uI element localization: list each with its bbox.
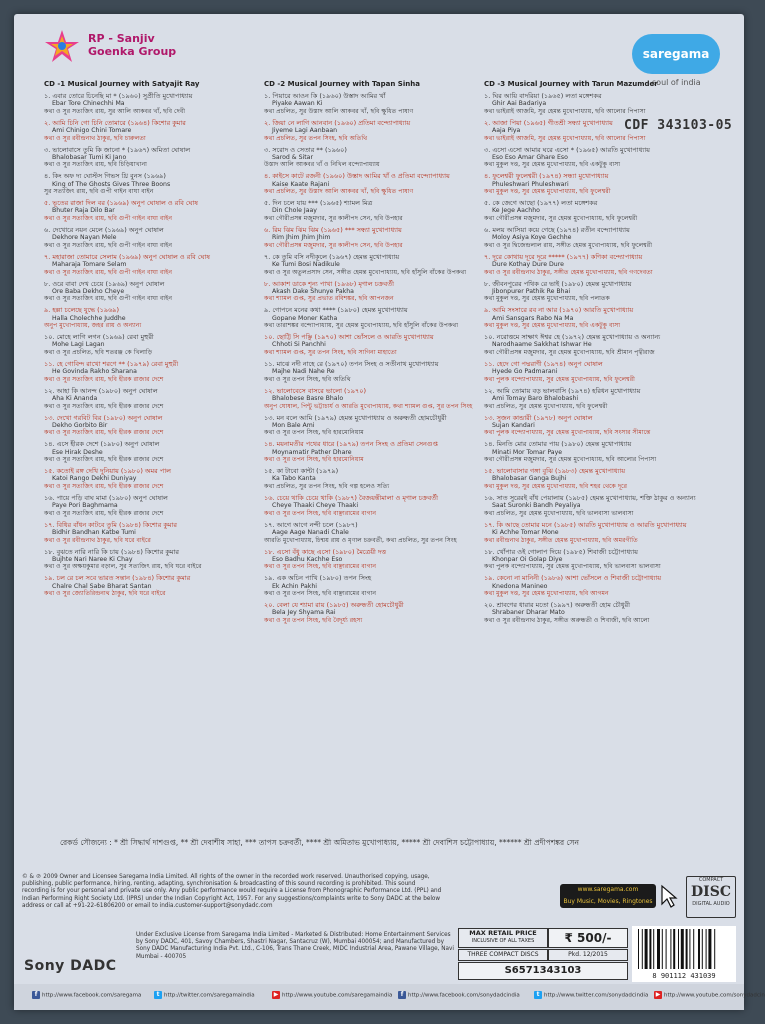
track-title-bengali: ১৯. এক অচিন পাখি (১৯৮০) তপন সিংহ <box>264 574 372 583</box>
social-link[interactable] <box>154 991 255 999</box>
track-title-roman: Dure Kothay Dure Dure <box>492 260 564 268</box>
track-title-bengali: ২. আমি চিনি গো চিনি তোমারে (১৯৬৪) কিশোর কুমার <box>44 118 186 127</box>
track-item <box>484 306 704 330</box>
track-item <box>44 574 249 598</box>
price-box <box>458 928 628 980</box>
track-title-bengali: ১১. হেদে গো পদ্মরাণী (১৯৭৪) অনুপ ঘোষাল <box>484 359 603 368</box>
track-item <box>264 280 479 304</box>
track-title-roman: Eso Eso Amar Ghare Eso <box>492 153 568 161</box>
track-item <box>484 387 704 411</box>
sony-dadc-logo: Sony DADC <box>24 958 117 974</box>
track-item <box>264 333 479 357</box>
track-credits: কথা ও সুর সত্যজিৎ রায়, ছবি গুপী গাইন বাঘা বাইন <box>44 214 173 222</box>
track-title-bengali: ৩. ভালোবাসে তুমি কি জানো * (১৯৬৭) অমিতা ঘোষাল <box>44 145 191 154</box>
track-title-roman: Moynamatir Pather Dhare <box>272 448 352 456</box>
track-title-roman: Eso Badhu Kachhe Eso <box>272 555 343 563</box>
track-item <box>264 172 479 196</box>
track-item <box>484 548 704 572</box>
social-link-url: http://twitter.com/saregamaindia <box>164 992 255 999</box>
track-credits: অনুপ ঘোষাল, পিন্টু ভট্টাচার্য ও আরতি মুখোপাধ্যায়, কথা শ্যামল গুপ্ত, সুর তপন সিংহ <box>264 402 473 410</box>
cd2-track-list <box>264 92 479 625</box>
track-title-roman: Ebar Tore Chinechhi Ma <box>52 100 125 108</box>
track-title-bengali: ২০. শ্রাবণের ধারার মতো (১৯৯৭) অরুন্ধতী হোম চৌধুরী <box>484 601 630 610</box>
track-title-bengali: ৯. হল্লা চলেছে যুদ্ধে (১৯৬৯) <box>44 306 120 315</box>
track-item <box>264 199 479 223</box>
track-title-roman: Aaja Piya <box>492 127 521 134</box>
track-title-roman: Rim Jhim Jhim Jhim <box>272 234 331 242</box>
track-credits: কথা ও সুর সত্যজিৎ রায়, ছবি হীরক রাজার দেশে <box>44 509 164 517</box>
track-title-roman: Knedona Manineo <box>492 582 548 590</box>
cd3-title: CD -3 Musical Journey with Tarun Mazumder <box>484 80 658 88</box>
barcode <box>632 926 736 982</box>
track-item <box>44 333 249 357</box>
track-item <box>264 387 479 411</box>
track-title-roman: Ki Achhe Tomar Mone <box>492 528 559 536</box>
track-credits: কথা প্রচলিত, সুর হেমন্ত মুখোপাধ্যায়, ছবি ভালবাসা ভালবাসা <box>484 509 634 517</box>
track-item <box>264 574 479 598</box>
mrp-label <box>458 928 548 948</box>
track-title-bengali: ১৪. ময়নামতীর পথের ধারে (১৯৭৯) তপন সিংহ ও প্রতিমা সেনগুপ্ত <box>264 440 439 449</box>
track-title-roman: Bhuter Raja Dilo Bar <box>52 207 115 215</box>
track-item <box>44 253 249 277</box>
cd1-title: CD -1 Musical Journey with Satyajit Ray <box>44 80 200 88</box>
social-links-bar <box>14 984 765 1010</box>
track-title-roman: Katoi Rango Dekhi Duniyay <box>52 475 137 483</box>
track-item <box>484 253 704 277</box>
track-item <box>44 414 249 438</box>
barcode-number: 8 901112 431039 <box>652 972 716 980</box>
track-title-roman: Mohe Lagi Lagan <box>52 341 105 349</box>
track-title-bengali: ১৭. কি আছে তোমার মনে (১৯৮৫) আরতি মুখোপাধ্যায় ও আরতি মুখোপাধ্যায় <box>484 520 687 529</box>
track-credits: কথা ও সুর সত্যজিৎ রায়, ছবি হীরক রাজার দেশে <box>44 402 164 410</box>
star-logo-icon <box>42 28 82 64</box>
track-item <box>44 521 249 545</box>
track-credits: কথা ও সুর তপন সিংহ, ছবি অতিথি <box>264 375 351 383</box>
mrp-label-main: MAX RETAIL PRICE <box>469 929 537 937</box>
track-item <box>44 146 249 170</box>
track-item <box>264 440 479 464</box>
track-item <box>484 440 704 464</box>
track-credits: কথা গৌরীপ্রসন্ন মজুমদার, সুর হেমন্ত মুখোপাধ্যায়, ছবি আলোর পিপাসা <box>484 456 657 464</box>
track-credits: কথা গৌরীপ্রসন্ন মজুমদার, সুর হেমন্ত মুখোপাধ্যায়, ছবি ফুলেশ্বরী <box>484 214 638 222</box>
track-title-bengali: ১৫. কতোই রঙ্গ দেখি দুনিয়ায় (১৯৮০) অমর পাল <box>44 467 171 476</box>
track-item <box>44 548 249 572</box>
track-item <box>264 601 479 625</box>
youtube-icon: ▶ <box>273 991 279 998</box>
track-title-bengali: ৭. মহারাজা তোমারে সেলাম (১৯৬৯) অনুপ ঘোষাল ও রবি ঘোষ <box>44 252 210 261</box>
track-title-roman: Hyede Go Padmarani <box>492 368 558 376</box>
track-item <box>484 574 704 598</box>
track-title-bengali: ২০. বেলা যে শ্যামা রায় (১৯৮৫) অরুন্ধতী হোমচৌধুরী <box>264 601 404 610</box>
track-credits: কথা প্রচলিত, সুর উস্তাদ আলি আকবর খাঁ, ছবি ক্ষুধিত পাষাণ <box>264 107 414 115</box>
track-title-roman: Minati Mor Tomar Paye <box>492 448 563 456</box>
track-title-bengali: ১৮. খোঁপার ওই গোলাপ দিয়ে (১৯৮৫) শিবাজী চট্টোপাধ্যায় <box>484 547 638 556</box>
track-credits: কথা গৌরীপ্রসন্ন মজুমদার, সুর কালীপদ সেন, ছবি উপহার <box>264 241 403 249</box>
track-title-bengali: ৫. কে জেগে আছো (১৯৭৭) লতা মঙ্গেশকর <box>484 199 598 208</box>
saregama-website-badge <box>560 884 656 908</box>
track-credits: কথা ও সুর সত্যজিৎ রায়, ছবি গুপী গাইন বাঘা বাইন <box>44 241 173 249</box>
track-item <box>484 414 704 438</box>
social-link-url: http://www.youtube.com/sonydadcin <box>664 992 765 999</box>
track-title-bengali: ৫. দিন চলে যায় *** (১৯৬৫) শ্যামল মিত্র <box>264 199 373 208</box>
track-title-bengali: ৬. রিম ঝিম ঝিম ঝিম (১৯৬৫) *** সন্ধ্যা মুখোপাধ্যায় <box>264 225 402 234</box>
track-credits: কথা ও সুর তপন সিংহ, ছবি হারমোনিয়াম <box>264 429 364 437</box>
track-credits: কথা ও সুর তপন সিংহ, ছবি বৈদূর্য্য রহস্য <box>264 616 363 624</box>
track-credits: কথা ও সুর সত্যজিৎ রায়, ছবি হীরক রাজার দেশে <box>44 375 164 383</box>
rp-logo <box>42 28 192 68</box>
track-credits: কথা ও সুর রবীন্দ্রনাথ ঠাকুর, সঙ্গীত হেমন্ত মুখোপাধ্যায়, ছবি গণদেবতা <box>484 268 653 276</box>
social-link[interactable] <box>534 991 648 999</box>
track-title-bengali: ৪. কিং অফ দ্য ঘোস্টস গিভস থ্রি বুনস (১৯৬৯) <box>44 172 166 181</box>
saregama-tagline: soul of india <box>652 78 701 87</box>
track-item <box>264 146 479 170</box>
track-title-bengali: ৫. ভূতের রাজা দিল বর (১৯৬৯) অনুপ ঘোষাল ও রবি ঘোষ <box>44 199 199 208</box>
track-item <box>484 92 704 116</box>
track-title-roman: Bujhte Nari Naree Ki Chay <box>52 555 133 563</box>
track-title-roman: Ke Tumi Bosi Nadikule <box>272 260 340 268</box>
track-title-bengali: ৩. সরোদ ও সেতার ** (১৯৬০) <box>264 145 347 154</box>
track-title-bengali: ১. ঘির আয়ি বাদরিয়া (১৯৬৫) লতা মঙ্গেশকর <box>484 92 602 100</box>
track-title-roman: Saat Suronki Bandh Peyaliya <box>492 502 581 510</box>
track-item <box>44 306 249 330</box>
track-title-bengali: ১৮. বুঝতে নারি নারি কি চায় (১৯৮৪) কিশোর কুমার <box>44 547 179 556</box>
track-credits: সুর সত্যজিৎ রায়, ছবি গুপী গাইন বাঘা বাইন <box>44 188 154 196</box>
track-credits: কথা ও সুর সত্যজিৎ রায়, ছবি হীরক রাজার দেশে <box>44 429 164 437</box>
track-title-roman: Aha Ki Ananda <box>52 394 98 402</box>
track-title-bengali: ১৩. সুজন কান্ডারী (১৯৭৮) অনুপ ঘোষাল <box>484 413 593 422</box>
track-title-roman: Moloy Asiya Koye Gechhe <box>492 234 572 242</box>
track-item <box>484 601 704 625</box>
track-item <box>44 387 249 411</box>
social-link[interactable] <box>654 991 765 999</box>
track-title-bengali: ১৯. চল রে চল সবে ভারত সন্তান (১৯৮৪) কিশোর কুমার <box>44 574 191 583</box>
legal-text: © & ℗ 2009 Owner and Licensee Saregama India Limited. All rights of the owner in the recorded work reserved. Unauthorised copying, usage, publishing, public performance, hiring, renting, adapting, synchronisation & broadcasting of this sound recording is prohibited. This sound recording is for your personal and private use only. Any public performance would require a License from Phonographic Performance Ltd. (PPL) and Indian Performing Right Society Ltd. (IPRS) under the Indian Copyright Act, 1957. For any suggestions/complaints write to Sony DADC at the below address or call at +91-22-61806200 or email to india.customer-support@sonydadc.com <box>22 874 442 909</box>
track-title-roman: Chalre Chal Sabe Bharat Santan <box>52 582 152 590</box>
track-credits: কথা ও সুর প্রচলিত, ছবি শতরঞ্জ কে খিলাড়ি <box>44 348 153 356</box>
track-item <box>484 360 704 384</box>
track-item <box>44 199 249 223</box>
track-title-roman: Majhe Nadi Nahe Re <box>272 368 335 376</box>
track-title-roman: King of The Ghosts Gives Three Boons <box>52 180 171 188</box>
track-credits: কথা রবীন্দ্রনাথ ঠাকুর, সঙ্গীত হেমন্ত মুখোপাধ্যায়, ছবি অমরগীতি <box>484 536 638 544</box>
social-link-url: http://www.youtube.com/saregamaindia <box>282 992 393 999</box>
track-item <box>264 92 479 116</box>
cd2-column <box>264 80 479 628</box>
track-title-bengali: ১২. ভালোবেসে বাসরে ভালো (১৯৭০) <box>264 386 366 395</box>
track-credits: কথা ও সুর রবীন্দ্রনাথ ঠাকুর, ছবি চারুলতা <box>44 134 146 142</box>
track-item <box>264 253 479 277</box>
track-item <box>44 280 249 304</box>
twitter-icon: t <box>534 991 542 999</box>
track-title-roman: Mon Bale Ami <box>272 421 315 429</box>
track-title-roman: Jiyeme Lagi Aanbaan <box>272 127 338 134</box>
track-credits: কথা ভাইরাই আজমি, সুর হেমন্ত মুখোপাধ্যায়, ছবি আলোর পিপাসা <box>484 134 646 142</box>
track-title-bengali: ৮. জীবনপুরের পথিক রে ভাই (১৯৮০) হেমন্ত মুখোপাধ্যায় <box>484 279 632 288</box>
track-title-roman: Piyake Aawan Ki <box>272 100 323 108</box>
disc-count: THREE COMPACT DISCS <box>458 949 548 961</box>
track-item <box>484 119 704 143</box>
website-sub: Buy Music, Movies, Ringtones <box>563 898 653 905</box>
track-item <box>484 494 704 518</box>
track-title-bengali: ৬. মলয় আসিয়া কয়ে গেছে (১৯৭৪) রতীন বন্দ্যোপাধ্যায় <box>484 225 630 234</box>
track-credits: অনুপ মুখোপাধ্যায়, জহর রায় ও অন্যান্য <box>44 322 142 330</box>
track-title-roman: Dekho Gorbito Bir <box>52 421 108 429</box>
track-title-bengali: ১০. ছোট্টি সি পঞ্ছি (১৯৭০) আশা ভোঁসলে ও আরতি মুখোপাধ্যায় <box>264 333 434 342</box>
track-item <box>264 360 479 384</box>
track-credits: কথা ও সুর অতুলপ্রসাদ সেন, সঙ্গীত হেমন্ত মুখোপাধ্যায়, ছবি হাঁসুলি বাঁকের উপকথা <box>264 268 467 276</box>
track-item <box>264 414 479 438</box>
track-item <box>484 467 704 491</box>
youtube-icon: ▶ <box>655 991 661 998</box>
track-credits: কথা প্রচলিত, সুর তপন সিংহ, ছবি গল্প হলেও সত্যি <box>264 482 390 490</box>
track-item <box>484 333 704 357</box>
track-item <box>264 306 479 330</box>
saregama-badge: saregama <box>632 34 720 74</box>
track-credits: কথা ও সুর দ্বিজেন্দ্রলাল রায়, সঙ্গীত হেমন্ত মুখোপাধ্যায়, ছবি ফুলেশ্বরী <box>484 241 652 249</box>
track-credits: কথা পুলক বন্দ্যোপাধ্যায়, সুর হেমন্ত মুখোপাধ্যায়, ছবি সংসার সীমান্তে <box>484 429 651 437</box>
track-title-bengali: ৪. ফুলেশ্বরী ফুলেশ্বরী (১৯৭৪) সন্ধ্যা মুখোপাধ্যায় <box>484 172 609 181</box>
track-item <box>484 226 704 250</box>
cd3-track-list <box>484 92 704 625</box>
social-link-url: http://www.facebook.com/saregama <box>42 992 142 999</box>
track-title-bengali: ১. এবার তোরে চিনেছি মা * (১৯৬০) সুপ্রীতি মুখোপাধ্যায় <box>44 92 193 100</box>
track-title-roman: Din Chole Jaay <box>272 207 317 215</box>
track-item <box>44 226 249 250</box>
track-credits: কথা ও সুর সত্যজিৎ রায়, ছবি চিড়িয়াখানা <box>44 161 147 169</box>
track-credits: কথা গৌরীপ্রসন্ন মজুমদার, সুর কালীপদ সেন, ছবি উপহার <box>264 214 403 222</box>
track-title-roman: Bela Jey Shyama Rai <box>272 609 336 617</box>
track-credits: কথা ভাইরাই আজমি, সুর হেমন্ত মুখোপাধ্যায়, ছবি আলোর পিপাসা <box>484 107 646 115</box>
track-title-roman: Bhalobese Basre Bhalo <box>272 394 344 402</box>
track-item <box>44 467 249 491</box>
social-link[interactable] <box>32 991 141 999</box>
manufacturer-text: Under Exclusive License from Saregama India Limited - Marketed & Distributed: Home Entertainment Services by Sony DADC, 401, Savoy Chambers, Shastri Nagar, Santacruz (W), Mumbai 400054; and Manufactured by Sony DADC Manufacturing India Pvt. Ltd., C-106, Trans Thane Creek, MIDC Industrial Area, Pawane Village, Navi Mumbai - 400705 <box>136 932 454 960</box>
track-credits: কথা প্রচলিত, সুর হেমন্ত মুখোপাধ্যায়, ছবি ফুলেশ্বরী <box>484 402 608 410</box>
mrp-value: ₹ 500/- <box>548 928 628 948</box>
track-title-roman: Bhalobasar Tumi Ki Jano <box>52 153 127 161</box>
track-credits: কথা ও সুর সত্যজিৎ রায়, ছবি হীরক রাজার দেশে <box>44 456 164 464</box>
track-credits: কথা মুকুল দত্ত, সুর হেমন্ত মুখোপাধ্যায়, ছবি শহর থেকে দূরে <box>484 482 627 490</box>
track-credits: কথা প্রচলিত, সুর উস্তাদ আলি আকবর খাঁ, ছবি ক্ষুধিত পাষাণ <box>264 188 414 196</box>
product-code: S6571343103 <box>458 962 628 980</box>
track-title-roman: Maharaja Tomare Selam <box>52 260 127 268</box>
track-title-bengali: ১৪. এসে হীরক দেশে (১৯৮০) অনুপ ঘোষাল <box>44 440 160 449</box>
social-link[interactable] <box>398 991 520 999</box>
cd-logo-top: COMPACT <box>698 877 724 883</box>
track-credits: কথা মুকুল দত্ত, সুর হেমন্ত মুখোপাধ্যায়, ছবি আগমন <box>484 590 609 598</box>
track-credits: কথা মুকুল দত্ত, সুর হেমন্ত মুখোপাধ্যায়, ছবি ফুলেশ্বরী <box>484 188 611 196</box>
track-credits: কথা মুকুল দত্ত, সুর হেমন্ত মুখোপাধ্যায়, ছবি পলাতক <box>484 295 610 303</box>
track-item <box>264 548 479 572</box>
track-credits: কথা ও সুর সত্যজিৎ রায়, ছবি গুপী গাইন বাঘা বাইন <box>44 268 173 276</box>
track-title-bengali: ৬. দেখোরে নয়ন মেলে (১৯৬৯) অনুপ ঘোষাল <box>44 225 164 234</box>
track-title-bengali: ২. জিয়া নে লাগি আনবান (১৯৬০) প্রতিমা বন্দ্যোপাধ্যায় <box>264 118 411 127</box>
track-credits: কথা পুলক বন্দ্যোপাধ্যায়, সুর হেমন্ত মুখোপাধ্যায়, ছবি ভালবাসা ভালবাসা <box>484 563 661 571</box>
track-title-bengali: ১৩. দেখো গরবিট বির (১৯৮০) অনুপ ঘোষাল <box>44 413 163 422</box>
track-credits: কথা ও সুর তপন সিংহ, ছবি বাঞ্ছারামের বাগান <box>264 563 377 571</box>
track-title-roman: Aage Aage Nanadi Chale <box>272 528 349 536</box>
compact-disc-logo <box>686 876 736 918</box>
track-title-bengali: ৮. ওরে বাবা দেখ চেয়ে (১৯৬৯) অনুপ ঘোষাল <box>44 279 165 288</box>
track-item <box>44 494 249 518</box>
track-item <box>484 280 704 304</box>
track-title-bengali: ১৫. কা টাবো কান্টা (১৯৭৯) <box>264 467 339 476</box>
track-credits: কথা মুকুল দত্ত, সুর হেমন্ত মুখোপাধ্যায়, ছবি একটুকু বাসা <box>484 322 621 330</box>
track-title-roman: Sujan Kandari <box>492 421 535 429</box>
track-title-bengali: ১১. হে গোবিন্দ রাখো শরণে ** (১৯৭৯) রেবা মুহুরী <box>44 359 179 368</box>
cd-back-cover <box>14 14 765 1010</box>
track-credits: কথা ও সুর রবীন্দ্রনাথ ঠাকুর, সঙ্গীত অরুন্ধতী ও শিবাজী, ছবি আলো <box>484 616 650 624</box>
track-title-bengali: ৩. এসো এসো আমার ঘরে এসো * (১৯৬৫) আরতি মুখোপাধ্যায় <box>484 145 650 154</box>
packed-date: Pkd. 12/2015 <box>548 949 628 961</box>
track-title-bengali: ১০. নরোত্তমে সাক্ষাৎ ঈশ্বর হে (১৯৭২) হেমন্ত মুখোপাধ্যায় ও অন্যান্য <box>484 333 661 342</box>
track-title-bengali: ১. পিয়ারে আওন কি (১৯৬০) উস্তাদ আমির খাঁ <box>264 92 386 100</box>
track-item <box>484 172 704 196</box>
track-credits: কথা ও সুর তপন সিংহ, ছবি হারমোনিয়াম <box>264 456 364 464</box>
track-title-roman: Phuleshwari Phuleshwari <box>492 180 569 188</box>
track-item <box>484 146 704 170</box>
social-link-url: http://www.twitter.com/sonydadcindia <box>544 992 649 999</box>
track-title-roman: Khonpar Oi Golap Diye <box>492 555 563 563</box>
track-title-roman: Bidhir Bandhan Katbe Tumi <box>52 528 136 536</box>
track-title-bengali: ৮. আকাশ ডাকে শূন্য পাখা (১৯৬৮) মৃণাল চক্রবর্তী <box>264 279 395 288</box>
track-title-roman: Ami Chinigo Chini Tomare <box>52 127 132 134</box>
track-item <box>264 494 479 518</box>
track-title-bengali: ১০. মোহে লাগি লগন (১৯৬৯) রেবা মুহুরী <box>44 333 154 342</box>
track-title-roman: Ami Tomay Baro Bhalobashi <box>492 394 579 402</box>
track-title-roman: Ka Tabo Kanta <box>272 475 316 483</box>
track-title-bengali: ১৬. চেয়ে থাকি চেয়ে থাকি (১৯৮৭) বৈজয়ন্তীমালা ও মৃণাল চক্রবর্তী <box>264 493 439 502</box>
track-credits: আরতি মুখোপাধ্যায়, চিন্ময় রায় ও মৃণাল চক্রবর্তী, কথা প্রচলিত, সুর তপন সিংহ <box>264 536 457 544</box>
track-title-bengali: ১৩. মন বলে আমি (১৯৭৯) হেমন্ত মুখোপাধ্যায় ও অরুন্ধতী হোমচৌধুরী <box>264 413 447 422</box>
track-item <box>264 467 479 491</box>
cd1-column <box>44 80 249 601</box>
track-title-bengali: ১৪. মিনতি মোর তোমার পায় (১৯৮০) হেমন্ত মুখোপাধ্যায় <box>484 440 632 449</box>
track-credits: কথা ও সুর সত্যজিৎ রায়, ছবি হীরক রাজার দেশে <box>44 482 164 490</box>
track-title-roman: Halla Cholechhe Juddhe <box>52 314 126 322</box>
track-title-bengali: ১৫. ভালোবাসার গঙ্গা বুঝি (১৯৮৩) হেমন্ত মুখোপাধ্যায় <box>484 467 626 476</box>
track-credits: কথা ও সুর সত্যজিৎ রায়, সুর আলি আকবর খাঁ, ছবি দেবী <box>44 107 186 115</box>
mrp-label-sub: INCLUSIVE OF ALL TAXES <box>471 938 535 944</box>
track-item <box>44 92 249 116</box>
track-title-roman: Paye Pori Baghmama <box>52 502 118 510</box>
track-credits: কথা ও সুর অক্ষয়কুমার বড়াল, সুর সত্যজিৎ রায়, ছবি ঘরে বাইরে <box>44 563 202 571</box>
cd-logo-bottom: DIGITAL AUDIO <box>692 901 730 907</box>
facebook-icon: f <box>398 991 406 999</box>
track-credits: কথা ও সুর তপন সিংহ, ছবি বাঞ্ছারামের বাগান <box>264 509 377 517</box>
track-credits: কথা প্রচলিত, সুর তপন সিংহ, ছবি অতিথি <box>264 134 368 142</box>
track-title-roman: Ek Achin Pakhi <box>272 582 317 590</box>
track-title-roman: He Govinda Rakho Sharana <box>52 368 137 376</box>
social-link-url: http://www.facebook.com/sonydadcindia <box>408 992 520 999</box>
social-link[interactable] <box>272 991 392 999</box>
track-title-roman: Gopane Moner Katha <box>272 314 338 322</box>
twitter-icon: t <box>154 991 162 999</box>
track-credits: কথা ও সুর সত্যজিৎ রায়, ছবি গুপী গাইন বাঘা বাইন <box>44 295 173 303</box>
track-credits: কথা শ্যামল গুপ্ত, সুর তপন সিংহ, ছবি সাগিনা মাহাতো <box>264 348 397 356</box>
cd1-track-list <box>44 92 249 598</box>
track-title-bengali: ১২. আমি তোমায় বড় ভালবাসি (১৯৭৪) হরিধন মুখোপাধ্যায় <box>484 386 641 395</box>
cd-logo-big: DISC <box>691 884 731 900</box>
cd2-title: CD -2 Musical Journey with Tapan Sinha <box>264 80 420 88</box>
track-credits: উস্তাদ আলি আকবর খাঁ ও নিখিল বন্দ্যোপাধ্যায় <box>264 161 380 169</box>
track-title-bengali: ১৬. সাত সুরেরই বাঁধ পেয়ালায় (১৯৮৫) হেমন্ত মুখোপাধ্যায়, শক্তি ঠাকুর ও অন্যান্য <box>484 493 696 502</box>
track-title-roman: Dekhore Nayan Mele <box>52 234 117 242</box>
track-credits: কথা গৌরীপ্রসন্ন মজুমদার, সুর হেমন্ত মুখোপাধ্যায়, ছবি শ্রীমান পৃথ্বীরাজ <box>484 348 655 356</box>
track-title-roman: Ke Jege Aachho <box>492 207 540 215</box>
track-title-roman: Cheye Thaaki Cheye Thaaki <box>272 502 359 510</box>
track-title-roman: Jibonpurer Pathik Re Bhai <box>492 287 571 295</box>
track-title-roman: Kaise Kaate Rajani <box>272 180 330 188</box>
track-title-bengali: ৯. গোপনে মনের কথা **** (১৯৮০) হেমন্ত মুখোপাধ্যায় <box>264 306 408 315</box>
track-item <box>264 226 479 250</box>
track-item <box>484 521 704 545</box>
track-item <box>264 521 479 545</box>
track-title-roman: Ami Sansgars Rabo Na Ma <box>492 314 574 322</box>
track-credits: কথা ও সুর তপন সিংহ, ছবি বাঞ্ছারামের বাগান <box>264 590 377 598</box>
track-title-roman: Ore Baba Dekho Cheye <box>52 287 125 295</box>
track-title-bengali: ২. আজা পিয়া (১৯৬৫) গীতশ্রী সন্ধ্যা মুখোপাধ্যায় <box>484 118 613 127</box>
track-title-roman: Shrabaner Dharar Mato <box>492 609 565 617</box>
track-item <box>484 199 704 223</box>
website-url: www.saregama.com <box>577 886 639 893</box>
track-title-bengali: ১৭. বিধির বাঁধন কাটবে তুমি (১৯৮৪) কিশোর কুমার <box>44 520 177 529</box>
cursor-icon <box>660 884 678 908</box>
track-title-roman: Narodhaame Sakkhat Ishwar He <box>492 341 592 349</box>
track-title-bengali: ১২. আহা কি আনন্দ (১৯৮০) অনুপ ঘোষাল <box>44 386 158 395</box>
track-title-bengali: ১৭. আগে আগে নন্দী চলে (১৯৮৭) <box>264 520 358 529</box>
track-title-bengali: ১৮. এসো বঁধু কাছে এসো (১৯৮০) মৈত্রেয়ী দত্ত <box>264 547 387 556</box>
facebook-icon: f <box>32 991 40 999</box>
track-item <box>44 440 249 464</box>
track-title-bengali: ৯. আমি সংসারে রব না আর (১৯৭০) আরতি মুখোপাধ্যায় <box>484 306 634 315</box>
track-title-bengali: ১৯. কেনো না মানিনী (১৯৮৬) আশা ভোঁসলে ও শিবাজী চট্টোপাধ্যায় <box>484 574 662 583</box>
barcode-bars-icon <box>636 929 732 971</box>
track-title-roman: Akash Dake Shunye Pakha <box>272 287 354 295</box>
track-title-roman: Ese Hirak Deshe <box>52 448 103 456</box>
track-credits: কথা ও সুর রবীন্দ্রনাথ ঠাকুর, ছবি ঘরে বাইরে <box>44 536 151 544</box>
track-title-bengali: ৪. কাইসে কাটে রজনী (১৯৬০) উস্তাদ আমির খাঁ ও প্রতিমা বন্দ্যোপাধ্যায় <box>264 172 450 181</box>
track-credits: কথা ও সুর জ্যোতিরিন্দ্রনাথ ঠাকুর, ছবি ঘরে বাইরে <box>44 590 166 598</box>
track-title-bengali: ৭. দূরে কোথায় দূরে দূরে ***** (১৯৭৭) কণিকা বন্দ্যোপাধ্যায় <box>484 252 643 261</box>
track-title-roman: Bhalobasar Ganga Bujhi <box>492 475 567 483</box>
track-title-roman: Sarod & Sitar <box>272 153 314 161</box>
track-credits: কথা তারাশঙ্কর বন্দ্যোপাধ্যায়, সুর হেমন্ত মুখোপাধ্যায়, ছবি হাঁসুলি বাঁকের উপকথা <box>264 322 459 330</box>
track-title-roman: Ghir Aai Badariya <box>492 100 547 108</box>
catalog-code: CDF 343103-05 <box>624 118 733 133</box>
track-credits: কথা মুকুল দত্ত, সুর হেমন্ত মুখোপাধ্যায়, ছবি একটুকু বাসা <box>484 161 621 169</box>
cd3-column <box>484 80 704 628</box>
track-item <box>44 172 249 196</box>
track-item <box>264 119 479 143</box>
recording-credits: রেকর্ড সৌজন্যে : * শ্রী সিদ্ধার্থ দাশগুপ্ত, ** শ্রী দেবাশীষ সাহা, *** তাপস চক্রবর্তী, **** শ্রী অমিতাভ মুখোপাধ্যায়, ***** শ্রী দেবাশিস চট্টোপাধ্যায়, ****** শ্রী প্রদীপশঙ্কর সেন <box>60 838 579 847</box>
track-item <box>44 360 249 384</box>
track-title-bengali: ৭. কে তুমি বসি নদীকূলে (১৯৬৭) হেমন্ত মুখোপাধ্যায় <box>264 252 400 261</box>
track-title-roman: Chhoti Si Panchhi <box>272 341 326 349</box>
track-title-bengali: ১৬. পায়ে পড়ি বাঘ মামা (১৯৮০) অনুপ ঘোষাল <box>44 493 168 502</box>
track-credits: কথা পুলক বন্দ্যোপাধ্যায়, সুর হেমন্ত মুখোপাধ্যায়, ছবি ফুলেশ্বরী <box>484 375 635 383</box>
track-item <box>44 119 249 143</box>
track-title-bengali: ১১. মাঝে নদী নাহে রে (১৯৭০) তপন সিংহ ও সতীনাথ মুখোপাধ্যায় <box>264 359 439 368</box>
track-credits: কথা শ্যামল গুপ্ত, সুর প্রভাত রবিশঙ্কর, ছবি আপনজন <box>264 295 394 303</box>
rp-logo-text: RP - Sanjiv Goenka Group <box>88 32 177 58</box>
